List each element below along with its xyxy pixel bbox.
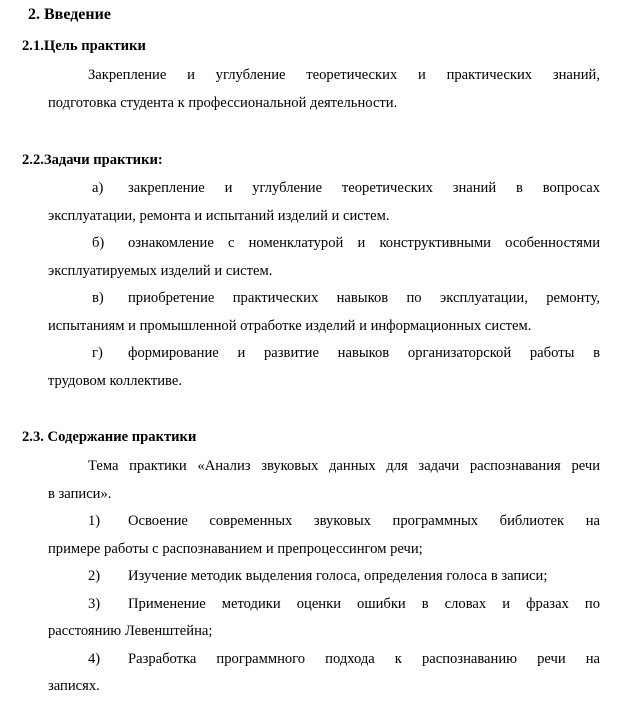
section-title-introduction: 2. Введение — [28, 6, 111, 23]
list-item-text: формирование и развитие навыков организаторской работы в — [128, 345, 600, 361]
goal-line-1: Закрепление и углубление теоретических и практических знаний, — [88, 67, 600, 83]
heading-goal: 2.1.Цель практики — [22, 38, 146, 54]
list-marker: 2) — [88, 568, 101, 584]
heading-tasks: 2.2.Задачи практики: — [22, 152, 163, 168]
list-item-continuation: испытаниям и промышленной отработке изделий и информационных систем. — [48, 317, 532, 334]
list-marker: 4) — [88, 650, 101, 667]
list-item — [48, 340, 600, 368]
goal-line-2: подготовка студента к профессиональной деятельности. — [48, 94, 398, 111]
list-item — [48, 230, 600, 258]
list-item-continuation: эксплуатируемых изделий и систем. — [48, 262, 273, 279]
list-item — [48, 175, 600, 203]
theme-line-1: Тема практики «Анализ звуковых данных для задачи распознавания речи — [88, 458, 600, 474]
content-section — [48, 453, 600, 701]
list-item — [48, 591, 600, 619]
list-item — [48, 508, 600, 536]
list-item-text: Изучение методик выделения голоса, определения голоса в записи; — [128, 568, 548, 584]
goal-paragraph — [48, 62, 600, 117]
list-item — [48, 563, 600, 591]
list-item-text: Применение методики оценки ошибки в словах и фразах по — [128, 595, 600, 612]
list-marker: г) — [92, 345, 103, 361]
list-marker: б) — [92, 235, 105, 251]
list-item-continuation: эксплуатации, ремонта и испытаний изделий и систем. — [48, 207, 390, 224]
list-item-text: ознакомление с номенклатурой и конструктивными особенностями — [128, 235, 600, 251]
list-item-text: Разработка программного подхода к распознаванию речи на — [128, 650, 600, 667]
list-item-continuation: расстоянию Левенштейна; — [48, 623, 213, 639]
heading-content: 2.3. Содержание практики — [22, 429, 197, 445]
tasks-list — [48, 175, 600, 395]
list-item-text: закрепление и углубление теоретических знаний в вопросах — [128, 180, 600, 196]
list-item-continuation: трудовом коллективе. — [48, 372, 182, 389]
list-item-text: приобретение практических навыков по эксплуатации, ремонту, — [128, 290, 600, 306]
list-marker: а) — [92, 180, 104, 196]
list-item — [48, 646, 600, 674]
list-item — [48, 285, 600, 313]
list-marker: 3) — [88, 595, 101, 612]
list-item-continuation: примере работы с распознаванием и препроцессингом речи; — [48, 540, 423, 557]
list-item-text: Освоение современных звуковых программных библиотек на — [128, 513, 600, 529]
list-item-continuation: записях. — [48, 678, 100, 694]
theme-line-2: в записи». — [48, 485, 112, 502]
list-marker: в) — [92, 290, 104, 306]
list-marker: 1) — [88, 513, 101, 529]
